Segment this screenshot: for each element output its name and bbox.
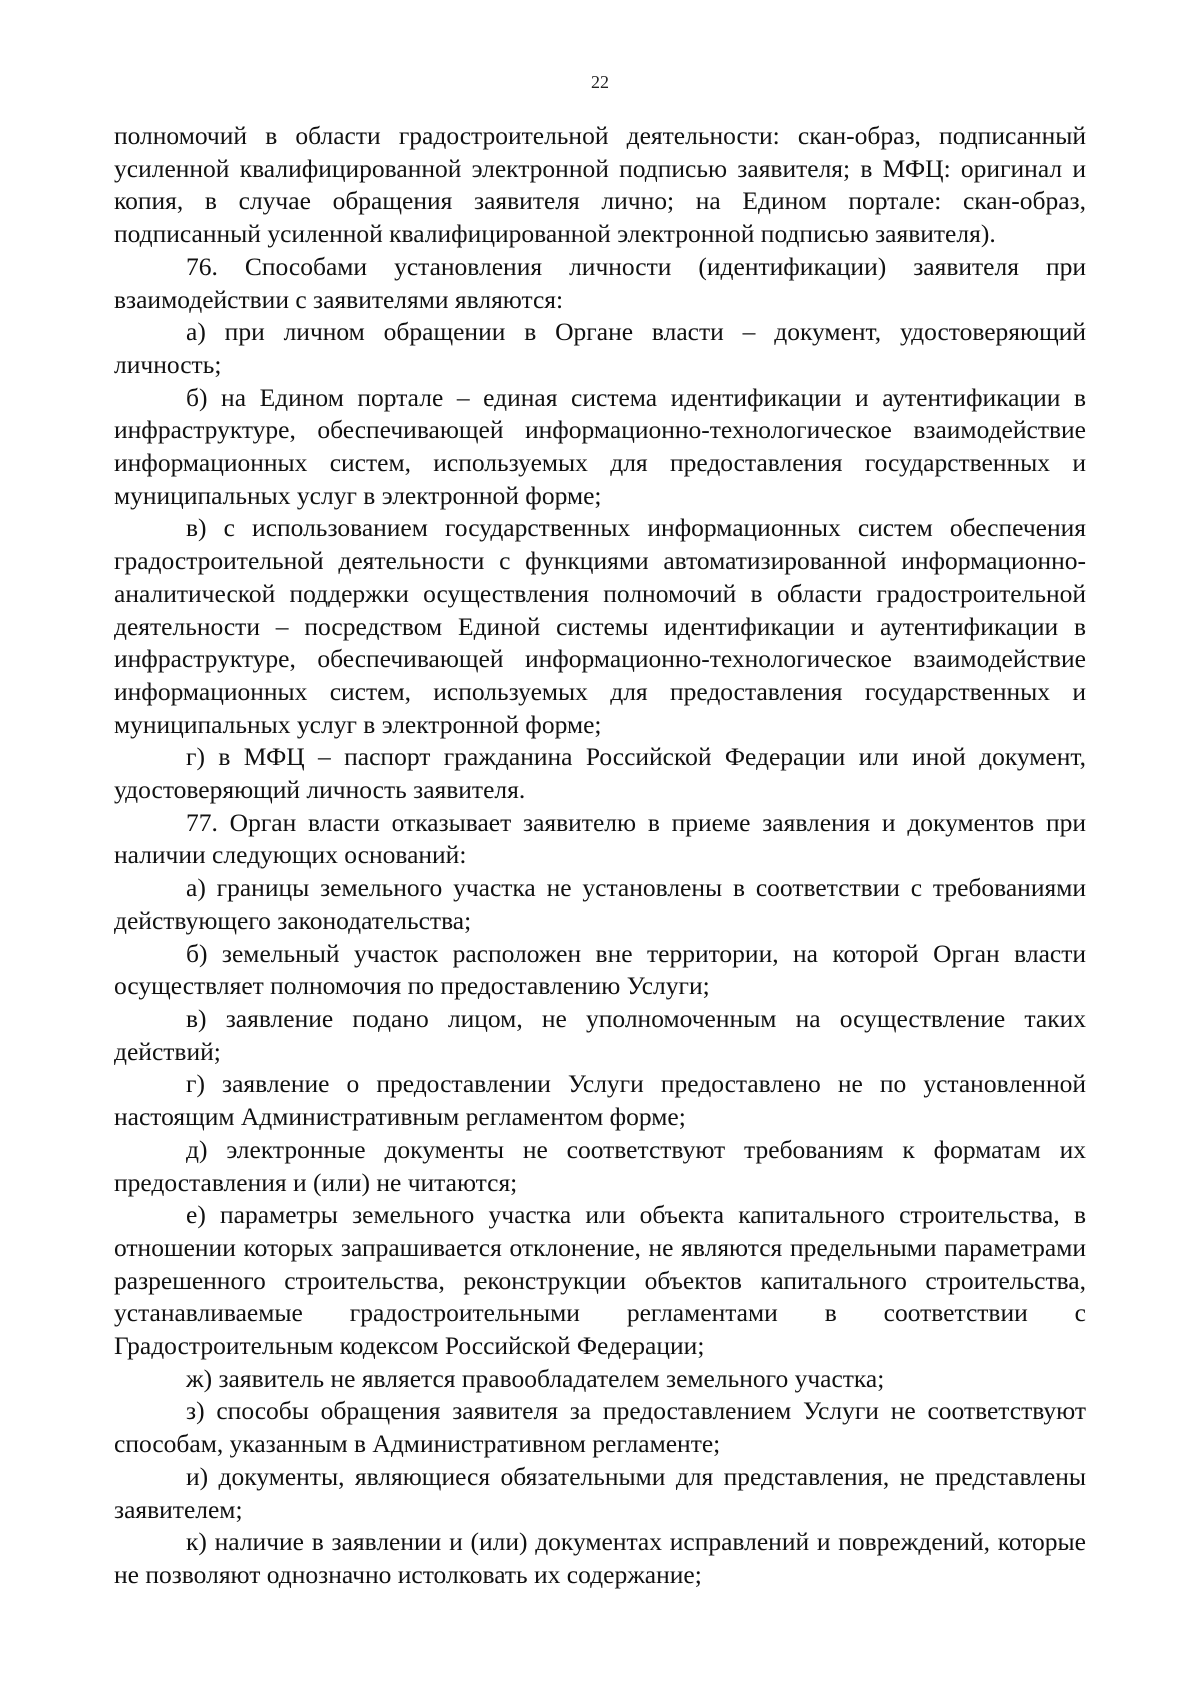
- paragraph-76: 76. Способами установления личности (идентификации) заявителя при взаимодействии с заявителями являются:: [114, 251, 1086, 314]
- paragraph-77-i: и) документы, являющиеся обязательными для представления, не представлены заявителем;: [114, 1461, 1086, 1524]
- paragraph-77-e: е) параметры земельного участка или объекта капитального строительства, в отношении которых запрашивается отклонение, не являются предельными параметрами разрешенного строительства, реконструкции объектов капитального строительства, устанавливаемые градостроительными регламентами в соответствии с Градостроительным кодексом Российской Федерации;: [114, 1200, 1086, 1361]
- paragraph-77: 77. Орган власти отказывает заявителю в приеме заявления и документов при наличии следующих оснований:: [114, 807, 1086, 870]
- paragraph-76-b: б) на Едином портале – единая система идентификации и аутентификации в инфраструктуре, обеспечивающей информационно-технологическое взаимодействие информационных систем, используемых для предоставления государственных и муниципальных услуг в электронной форме;: [114, 382, 1086, 510]
- paragraph-continuation: полномочий в области градостроительной деятельности: скан-образ, подписанный усиленной квалифицированной электронной подписью заявителя; в МФЦ: оригинал и копия, в случае обращения заявителя лично; на Едином портале: скан-образ, подписанный усиленной квалифицированной электронной подписью заявителя).: [114, 121, 1086, 249]
- paragraph-77-zh: ж) заявитель не является правообладателем земельного участка;: [186, 1363, 885, 1393]
- page-number: 22: [591, 72, 609, 92]
- paragraph-77-z: з) способы обращения заявителя за предоставлением Услуги не соответствуют способам, указанным в Административном регламенте;: [114, 1396, 1086, 1459]
- paragraph-77-b: б) земельный участок расположен вне территории, на которой Орган власти осуществляет полномочия по предоставлению Услуги;: [114, 938, 1086, 1001]
- paragraph-76-g: г) в МФЦ – паспорт гражданина Российской Федерации или иной документ, удостоверяющий личность заявителя.: [114, 742, 1086, 805]
- paragraph-77-a: а) границы земельного участка не установлены в соответствии с требованиями действующего законодательства;: [114, 873, 1086, 935]
- paragraph-77-g: г) заявление о предоставлении Услуги предоставлено не по установленной настоящим Административным регламентом форме;: [114, 1069, 1086, 1132]
- paragraph-77-k: к) наличие в заявлении и (или) документах исправлений и повреждений, которые не позволяют однозначно истолковать их содержание;: [114, 1527, 1086, 1589]
- paragraph-76-v: в) с использованием государственных информационных систем обеспечения градостроительной деятельности с функциями автоматизированной информационно-аналитической поддержки осуществления полномочий в области градостроительной деятельности – посредством Единой системы идентификации и аутентификации в инфраструктуре, обеспечивающей информационно-технологическое взаимодействие информационных систем, используемых для предоставления государственных и муниципальных услуг в электронной форме;: [114, 513, 1086, 739]
- paragraph-76-a: а) при личном обращении в Органе власти – документ, удостоверяющий личность;: [114, 317, 1086, 379]
- paragraph-77-v: в) заявление подано лицом, не уполномоченным на осуществление таких действий;: [114, 1003, 1086, 1066]
- paragraph-77-d: д) электронные документы не соответствуют требованиям к форматам их предоставления и (или) не читаются;: [114, 1134, 1086, 1197]
- document-body: [114, 120, 1086, 1592]
